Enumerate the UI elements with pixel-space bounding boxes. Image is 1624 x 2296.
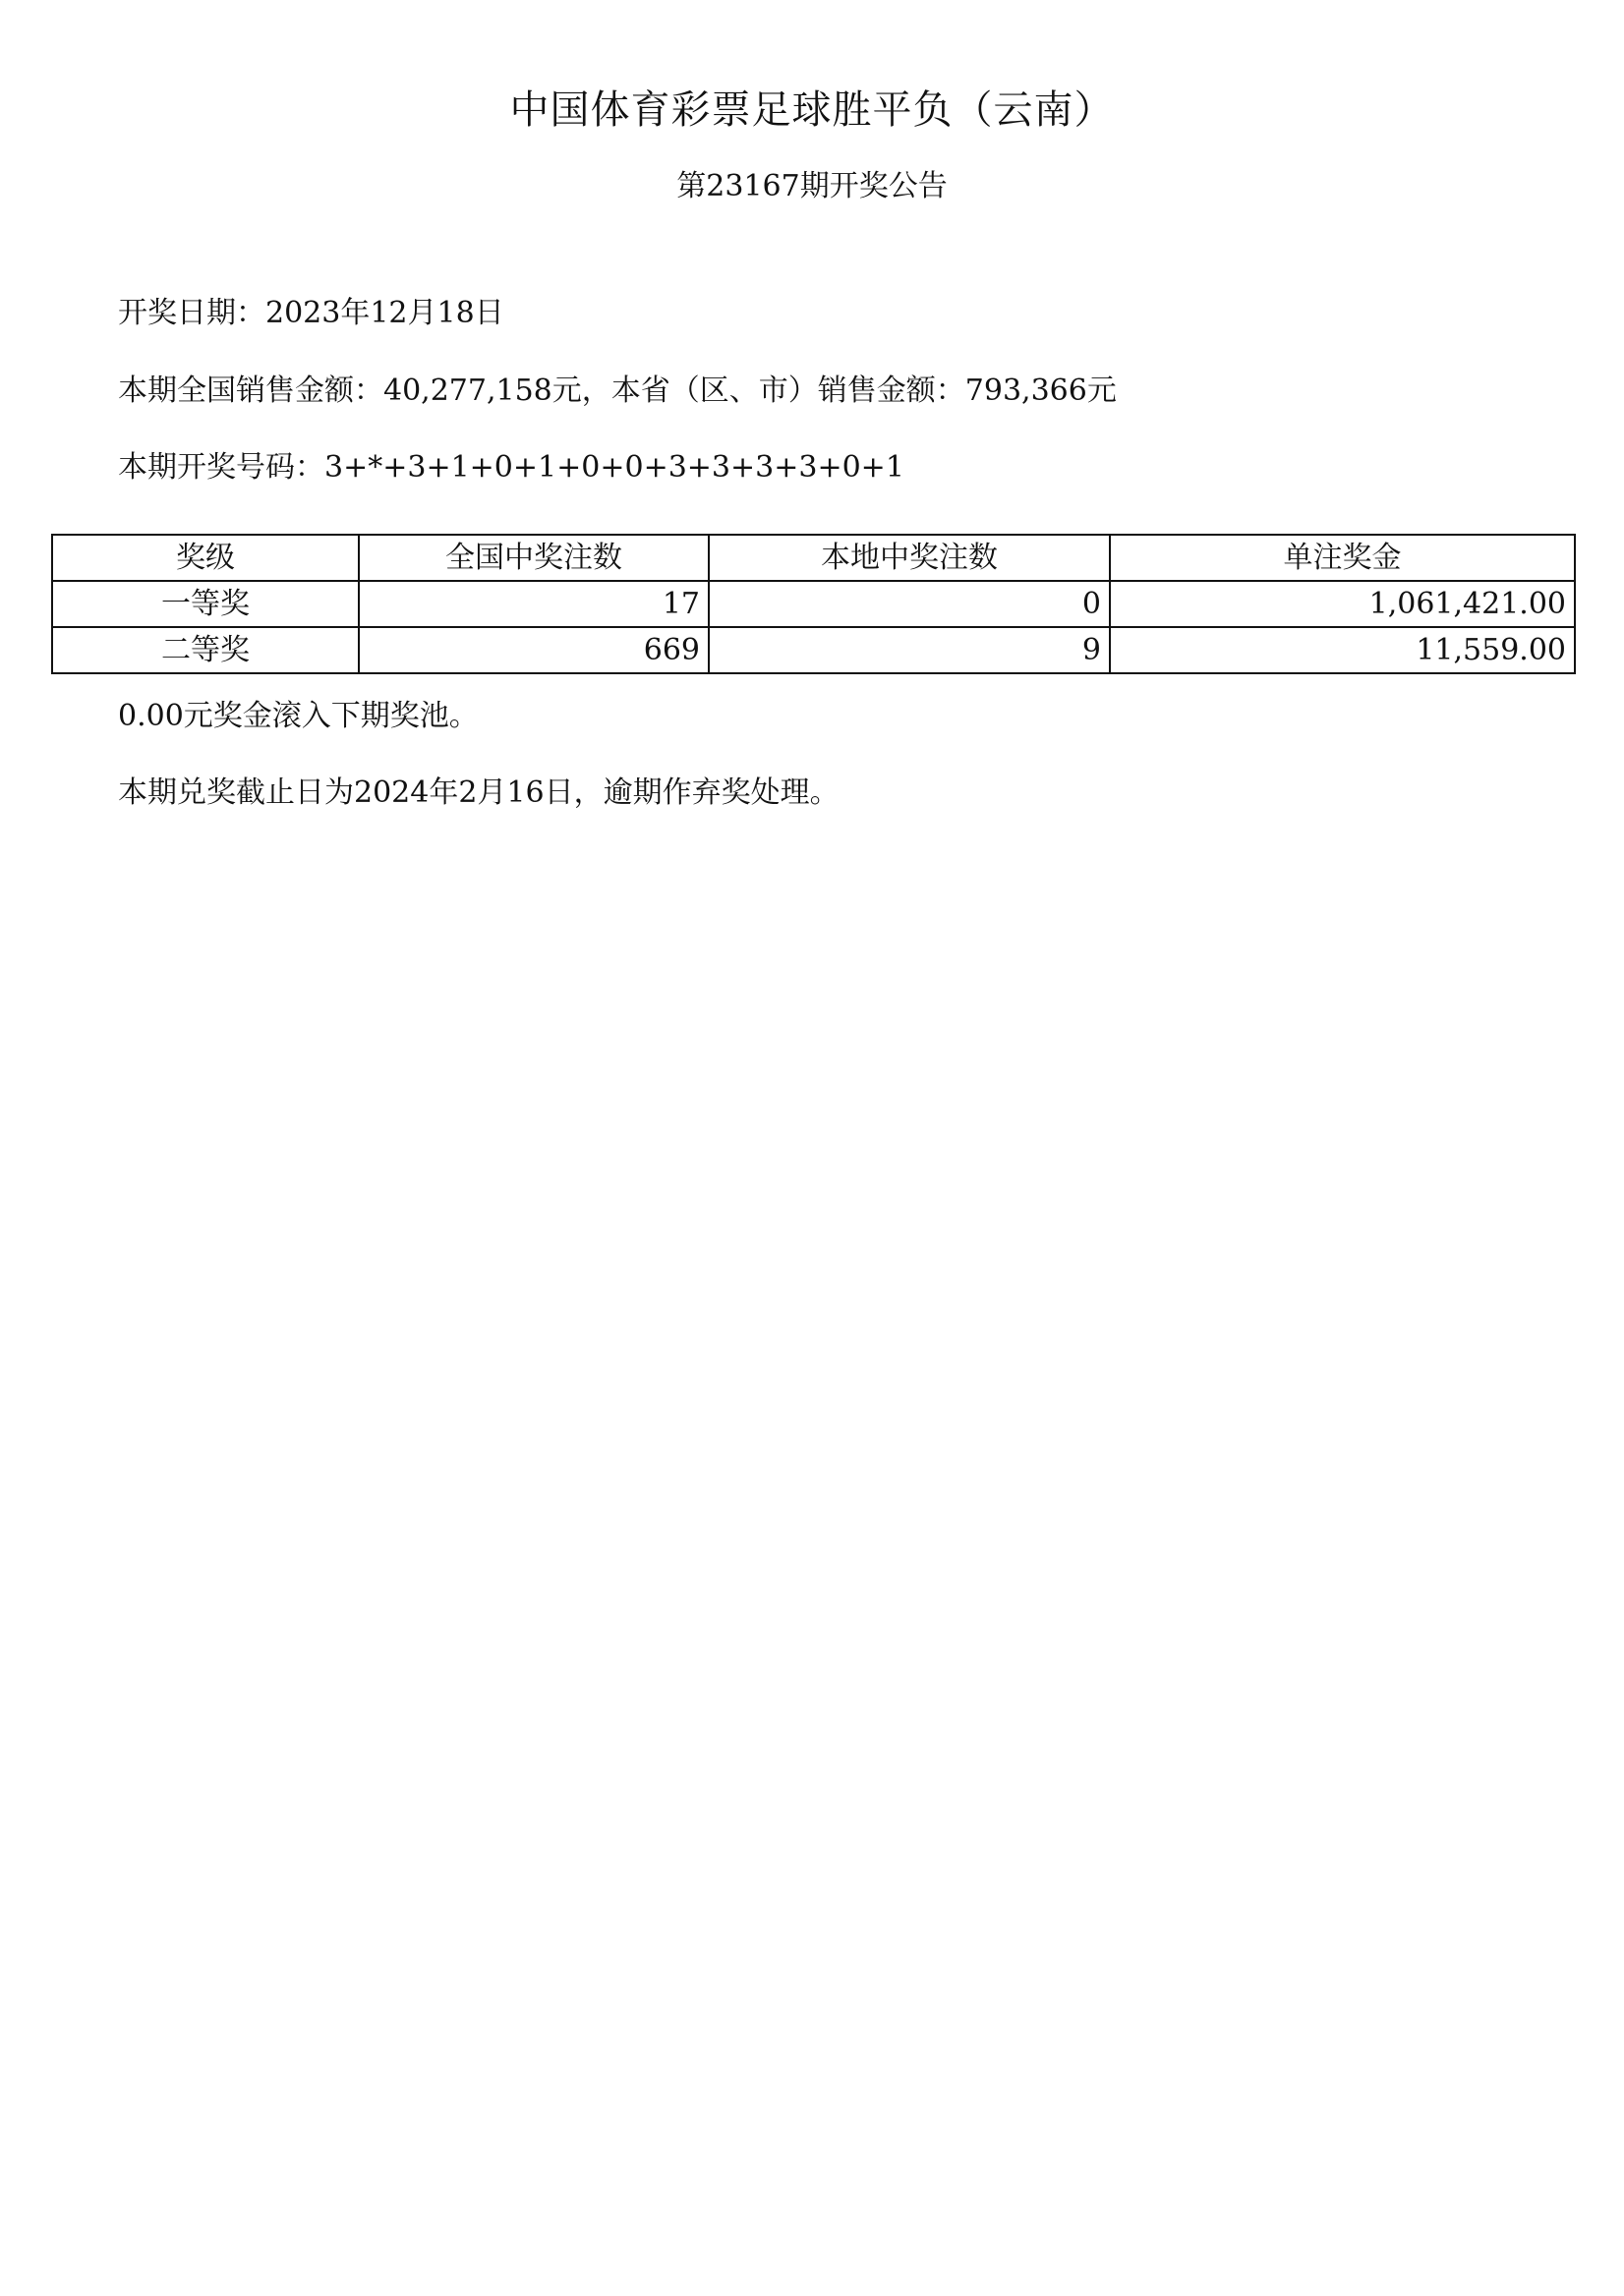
claim-deadline-note: 本期兑奖截止日为2024年2月16日，逾期作弃奖处理。 bbox=[118, 775, 840, 810]
cell-prize-per-bet: 11,559.00 bbox=[1110, 627, 1575, 673]
prize-table bbox=[51, 534, 1576, 674]
cell-prize-level: 一等奖 bbox=[52, 581, 359, 627]
cell-local-winners: 0 bbox=[709, 581, 1110, 627]
header-prize-level: 奖级 bbox=[52, 535, 359, 581]
header-national-winners: 全国中奖注数 bbox=[359, 535, 709, 581]
page-title: 中国体育彩票足球胜平负（云南） bbox=[509, 87, 1115, 133]
cell-national-winners: 17 bbox=[359, 581, 709, 627]
issue-subtitle: 第23167期开奖公告 bbox=[676, 169, 948, 203]
sales-amount: 本期全国销售金额：40,277,158元，本省（区、市）销售金额：793,366元 bbox=[118, 373, 1117, 408]
winning-numbers: 本期开奖号码：3+*+3+1+0+1+0+0+3+3+3+3+0+1 bbox=[118, 450, 904, 485]
rollover-note: 0.00元奖金滚入下期奖池。 bbox=[118, 699, 479, 733]
cell-prize-level: 二等奖 bbox=[52, 627, 359, 673]
cell-prize-per-bet: 1,061,421.00 bbox=[1110, 581, 1575, 627]
cell-local-winners: 9 bbox=[709, 627, 1110, 673]
table-header-row bbox=[52, 535, 1575, 581]
draw-date: 开奖日期：2023年12月18日 bbox=[118, 296, 504, 330]
table-row bbox=[52, 581, 1575, 627]
header-local-winners: 本地中奖注数 bbox=[709, 535, 1110, 581]
header-prize-per-bet: 单注奖金 bbox=[1110, 535, 1575, 581]
table-row bbox=[52, 627, 1575, 673]
cell-national-winners: 669 bbox=[359, 627, 709, 673]
